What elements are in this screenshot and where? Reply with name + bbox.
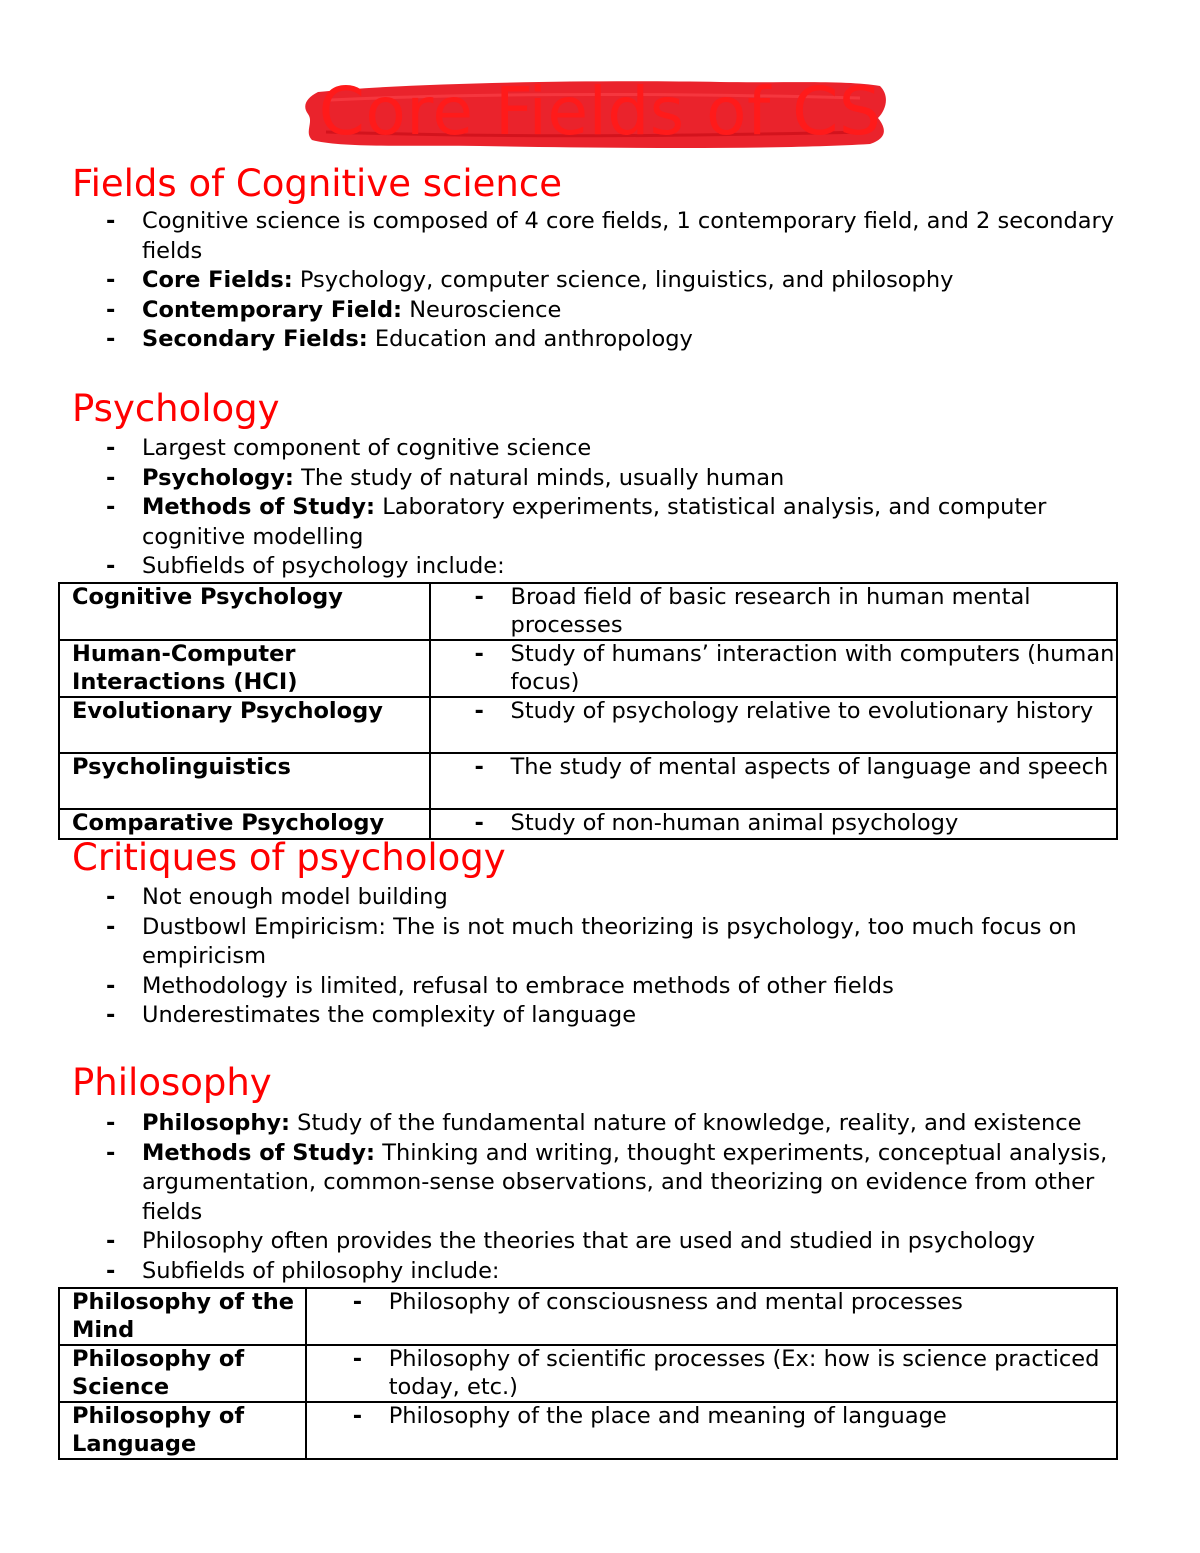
subfield-term: Psycholinguistics xyxy=(59,753,430,809)
table-row xyxy=(59,753,1117,809)
subfield-definition: - Study of psychology relative to evolutionary history xyxy=(475,698,1116,726)
subfield-definition: - Philosophy of the place and meaning of language xyxy=(353,1403,1116,1431)
page-title: Core Fields of CS xyxy=(318,73,882,150)
subfield-definition: - Broad field of basic research in human mental processes xyxy=(475,584,1116,639)
list-item: - Contemporary Field: Neuroscience xyxy=(106,296,1146,326)
table-row xyxy=(59,697,1117,753)
list-item: - Psychology: The study of natural minds, usually human xyxy=(106,464,1146,494)
list-item: - Underestimates the complexity of language xyxy=(106,1001,1146,1031)
subfield-term: Philosophy of Language xyxy=(59,1402,306,1459)
fields-list xyxy=(106,207,1146,355)
list-item: - Subfields of psychology include: xyxy=(106,552,1146,582)
table-row xyxy=(59,1402,1117,1459)
subfield-definition: - Study of humans’ interaction with computers (human focus) xyxy=(475,641,1116,696)
section-heading-critiques: Critiques of psychology xyxy=(72,836,506,879)
subfield-term: Evolutionary Psychology xyxy=(59,697,430,753)
section-heading-psychology: Psychology xyxy=(72,387,280,430)
list-item: - Philosophy often provides the theories that are used and studied in psychology xyxy=(106,1227,1146,1257)
subfield-definition: - Study of non-human animal psychology xyxy=(475,810,1116,838)
list-item: - Philosophy: Study of the fundamental nature of knowledge, reality, and existence xyxy=(106,1109,1146,1139)
list-item: - Methods of Study: Thinking and writing, thought experiments, conceptual analysis, argumentation, common-sense observations, and theorizing on evidence from other fields xyxy=(106,1139,1146,1228)
table-row xyxy=(59,809,1117,839)
subfield-definition: - Philosophy of scientific processes (Ex: how is science practiced today, etc.) xyxy=(353,1346,1116,1401)
subfield-term: Comparative Psychology xyxy=(59,809,430,839)
table-row xyxy=(59,583,1117,640)
subfield-definition: - Philosophy of consciousness and mental processes xyxy=(353,1289,1116,1317)
list-item: - Methods of Study: Laboratory experiments, statistical analysis, and computer cognitive modelling xyxy=(106,493,1146,552)
table-row xyxy=(59,1288,1117,1345)
table-row xyxy=(59,640,1117,697)
subfield-term: Cognitive Psychology xyxy=(59,583,430,640)
list-item: - Secondary Fields: Education and anthropology xyxy=(106,325,1146,355)
table-row xyxy=(59,1345,1117,1402)
list-item: - Methodology is limited, refusal to embrace methods of other fields xyxy=(106,972,1146,1002)
psychology-subfields-table xyxy=(58,582,1118,840)
subfield-term: Human-Computer Interactions (HCI) xyxy=(59,640,430,697)
list-item: - Dustbowl Empiricism: The is not much theorizing is psychology, too much focus on empiricism xyxy=(106,913,1146,972)
subfield-definition: - The study of mental aspects of language and speech xyxy=(475,754,1116,782)
section-heading-philosophy: Philosophy xyxy=(72,1061,272,1104)
list-item: - Core Fields: Psychology, computer science, linguistics, and philosophy xyxy=(106,266,1146,296)
subfield-term: Philosophy of Science xyxy=(59,1345,306,1402)
philosophy-subfields-table xyxy=(58,1287,1118,1460)
critiques-list xyxy=(106,883,1146,1031)
philosophy-list xyxy=(106,1109,1146,1286)
list-item: - Largest component of cognitive science xyxy=(106,434,1146,464)
list-item: - Not enough model building xyxy=(106,883,1146,913)
section-heading-fields: Fields of Cognitive science xyxy=(72,162,562,205)
subfield-term: Philosophy of the Mind xyxy=(59,1288,306,1345)
list-item: - Cognitive science is composed of 4 core fields, 1 contemporary field, and 2 secondary fields xyxy=(106,207,1146,266)
list-item: - Subfields of philosophy include: xyxy=(106,1257,1146,1287)
psychology-list xyxy=(106,434,1146,582)
